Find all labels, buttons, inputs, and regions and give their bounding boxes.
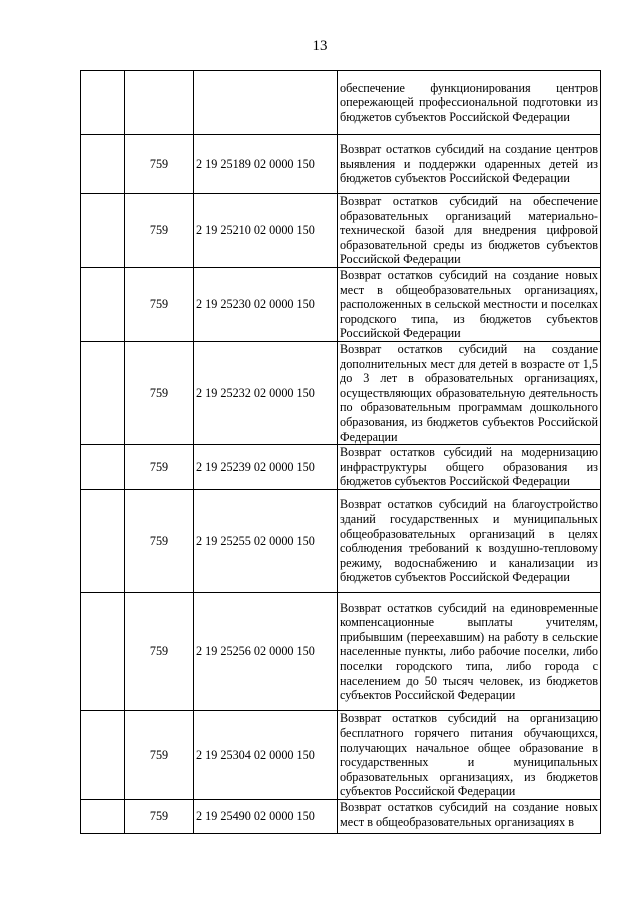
table-row <box>81 490 601 593</box>
admin-code-cell: 759 <box>125 490 194 593</box>
empty-cell <box>81 593 125 711</box>
kbk-code-cell: 2 19 25256 02 0000 150 <box>194 593 338 711</box>
kbk-code-cell: 2 19 25210 02 0000 150 <box>194 194 338 268</box>
empty-cell <box>81 800 125 834</box>
description-cell: Возврат остатков субсидий на создание дополнительных мест для детей в возрасте от 1,5 до 3 лет в образовательных организациях, осуществляющих образовательную деятельность по образовательным программам дошкольного образования, из бюджетов субъектов Российской Федерации <box>338 342 601 445</box>
admin-code-cell: 759 <box>125 135 194 194</box>
empty-cell <box>81 135 125 194</box>
table-row <box>81 711 601 800</box>
table-row <box>81 135 601 194</box>
admin-code-cell: 759 <box>125 800 194 834</box>
kbk-code-cell: 2 19 25239 02 0000 150 <box>194 445 338 490</box>
page-number: 13 <box>312 38 328 54</box>
admin-code-cell <box>125 71 194 135</box>
table-row <box>81 268 601 342</box>
empty-cell <box>81 71 125 135</box>
empty-cell <box>81 711 125 800</box>
description-cell: Возврат остатков субсидий на создание новых мест в общеобразовательных организациях, расположенных в сельской местности и поселках городского типа, из бюджетов субъектов Российской Федерации <box>338 268 601 342</box>
kbk-code-cell: 2 19 25232 02 0000 150 <box>194 342 338 445</box>
kbk-code-cell: 2 19 25189 02 0000 150 <box>194 135 338 194</box>
description-cell: Возврат остатков субсидий на создание новых мест в общеобразовательных организациях в <box>338 800 601 834</box>
table-row <box>81 800 601 834</box>
table-row <box>81 194 601 268</box>
kbk-code-cell: 2 19 25230 02 0000 150 <box>194 268 338 342</box>
description-cell: Возврат остатков субсидий на единовременные компенсационные выплаты учителям, прибывшим (переехавшим) на работу в сельские населенные пункты, либо рабочие поселки, либо поселки городского типа, либо города с населением до 50 тысяч человек, из бюджетов субъектов Российской Федерации <box>338 593 601 711</box>
empty-cell <box>81 490 125 593</box>
description-cell: Возврат остатков субсидий на создание центров выявления и поддержки одаренных детей из бюджетов субъектов Российской Федерации <box>338 135 601 194</box>
budget-codes-table <box>80 70 601 834</box>
admin-code-cell: 759 <box>125 445 194 490</box>
admin-code-cell: 759 <box>125 194 194 268</box>
table-row <box>81 342 601 445</box>
description-cell: Возврат остатков субсидий на организацию бесплатного горячего питания обучающихся, получающих начальное общее образование в государственных и муниципальных образовательных организациях, из бюджетов субъектов Российской Федерации <box>338 711 601 800</box>
admin-code-cell: 759 <box>125 711 194 800</box>
empty-cell <box>81 268 125 342</box>
kbk-code-cell: 2 19 25490 02 0000 150 <box>194 800 338 834</box>
kbk-code-cell <box>194 71 338 135</box>
admin-code-cell: 759 <box>125 593 194 711</box>
kbk-code-cell: 2 19 25255 02 0000 150 <box>194 490 338 593</box>
empty-cell <box>81 445 125 490</box>
description-cell: Возврат остатков субсидий на обеспечение образовательных организаций материально-технической базой для внедрения цифровой образовательной среды из бюджетов субъектов Российской Федерации <box>338 194 601 268</box>
table-row <box>81 445 601 490</box>
admin-code-cell: 759 <box>125 342 194 445</box>
empty-cell <box>81 342 125 445</box>
kbk-code-cell: 2 19 25304 02 0000 150 <box>194 711 338 800</box>
table-row <box>81 71 601 135</box>
description-cell: Возврат остатков субсидий на модернизацию инфраструктуры общего образования из бюджетов субъектов Российской Федерации <box>338 445 601 490</box>
description-cell: Возврат остатков субсидий на благоустройство зданий государственных и муниципальных общеобразовательных организаций в целях соблюдения требований к воздушно-тепловому режиму, водоснабжению и канализации из бюджетов субъектов Российской Федерации <box>338 490 601 593</box>
table-row <box>81 593 601 711</box>
admin-code-cell: 759 <box>125 268 194 342</box>
description-cell: обеспечение функционирования центров опережающей профессиональной подготовки из бюджетов субъектов Российской Федерации <box>338 71 601 135</box>
empty-cell <box>81 194 125 268</box>
